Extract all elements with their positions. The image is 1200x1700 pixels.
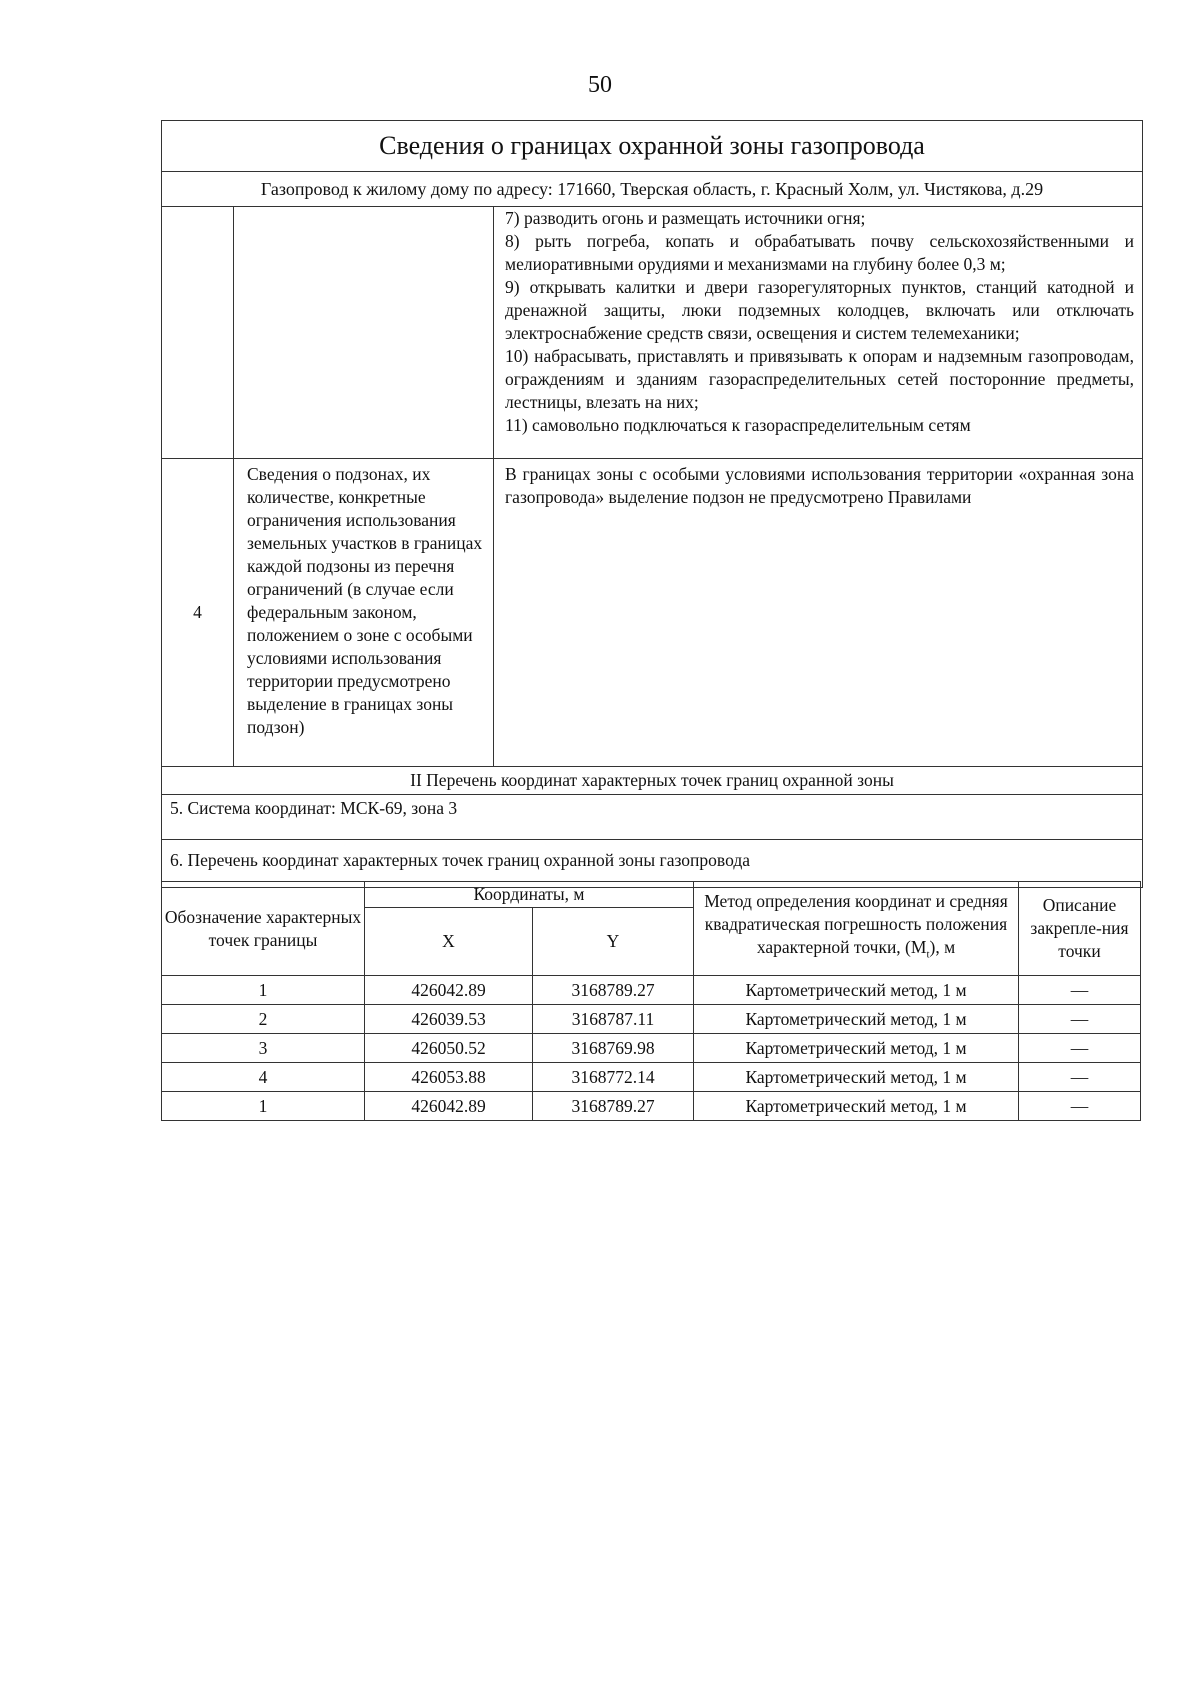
cell-desc: —: [1019, 976, 1141, 1005]
document-title: Сведения о границах охранной зоны газопровода: [162, 121, 1143, 172]
cell-x: 426050.52: [365, 1034, 533, 1063]
header-x: X: [365, 908, 533, 976]
cell-point: 4: [162, 1063, 365, 1092]
header-y: Y: [533, 908, 694, 976]
restriction-item: 8) рыть погреба, копать и обрабатывать почву сельскохозяйственными и мелиоративными орудиями и механизмами на глубину более 0,3 м;: [505, 231, 1134, 274]
cell-point: 3: [162, 1034, 365, 1063]
table-row: [162, 1005, 1141, 1034]
row3-number-cell: [162, 207, 234, 459]
restriction-item: 10) набрасывать, приставлять и привязывать к опорам и надземным газопроводам, ограждениям и зданиям газораспределительных сетей посторонние предметы, лестницы, влезать на них;: [505, 346, 1134, 412]
cell-desc: —: [1019, 1063, 1141, 1092]
page-number: 50: [588, 72, 612, 98]
table-row: [162, 1063, 1141, 1092]
header-desc: Описание закрепле-ния точки: [1019, 882, 1141, 976]
cell-method: Картометрический метод, 1 м: [694, 976, 1019, 1005]
restriction-item: 7) разводить огонь и размещать источники огня;: [505, 208, 866, 228]
coord-list-title: 6. Перечень координат характерных точек границ охранной зоны газопровода: [162, 840, 1143, 888]
cell-desc: —: [1019, 1092, 1141, 1121]
coord-system: 5. Система координат: МСК-69, зона 3: [162, 795, 1143, 840]
cell-x: 426053.88: [365, 1063, 533, 1092]
cell-desc: —: [1019, 1005, 1141, 1034]
cell-y: 3168769.98: [533, 1034, 694, 1063]
zone-info-table: [161, 120, 1143, 888]
cell-y: 3168789.27: [533, 976, 694, 1005]
cell-x: 426042.89: [365, 1092, 533, 1121]
cell-y: 3168787.11: [533, 1005, 694, 1034]
cell-desc: —: [1019, 1034, 1141, 1063]
header-point: Обозначение характерных точек границы: [162, 882, 365, 976]
header-method: Метод определения координат и средняя квадратическая погрешность положения характерной точки, $(M_t)$, м: [694, 882, 1019, 976]
row4-number: 4: [162, 459, 234, 767]
cell-x: 426042.89: [365, 976, 533, 1005]
table-row: [162, 1034, 1141, 1063]
cell-y: 3168772.14: [533, 1063, 694, 1092]
restriction-item: 9) открывать калитки и двери газорегуляторных пунктов, станций катодной и дренажной защиты, люки подземных колодцев, включать или отключать электроснабжение средств связи, освещения и систем телемеханики;: [505, 277, 1134, 343]
cell-point: 1: [162, 1092, 365, 1121]
cell-method: Картометрический метод, 1 м: [694, 1063, 1019, 1092]
section2-title: II Перечень координат характерных точек границ охранной зоны: [162, 767, 1143, 795]
header-coords: Координаты, м: [365, 882, 694, 908]
cell-method: Картометрический метод, 1 м: [694, 1005, 1019, 1034]
coordinates-table: [161, 881, 1141, 1121]
restrictions-continued: [494, 207, 1143, 459]
row4-name: Сведения о подзонах, их количестве, конкретные ограничения использования земельных участков в границах каждой подзоны из перечня ограничений (в случае если федеральным законом, положением о зоне с особыми условиями использования территории предусмотрено выделение в границах зоны подзон): [234, 459, 494, 767]
cell-method: Картометрический метод, 1 м: [694, 1034, 1019, 1063]
row4-value: В границах зоны с особыми условиями использования территории «охранная зона газопровода» выделение подзон не предусмотрено Правилами: [494, 459, 1143, 767]
document-subtitle: Газопровод к жилому дому по адресу: 171660, Тверская область, г. Красный Холм, ул. Чистякова, д.29: [162, 172, 1143, 207]
cell-point: 2: [162, 1005, 365, 1034]
cell-point: 1: [162, 976, 365, 1005]
table-row: [162, 976, 1141, 1005]
table-row: [162, 1092, 1141, 1121]
row3-name-cell: [234, 207, 494, 459]
cell-y: 3168789.27: [533, 1092, 694, 1121]
cell-x: 426039.53: [365, 1005, 533, 1034]
cell-method: Картометрический метод, 1 м: [694, 1092, 1019, 1121]
restriction-item: 11) самовольно подключаться к газораспределительным сетям: [505, 415, 971, 435]
